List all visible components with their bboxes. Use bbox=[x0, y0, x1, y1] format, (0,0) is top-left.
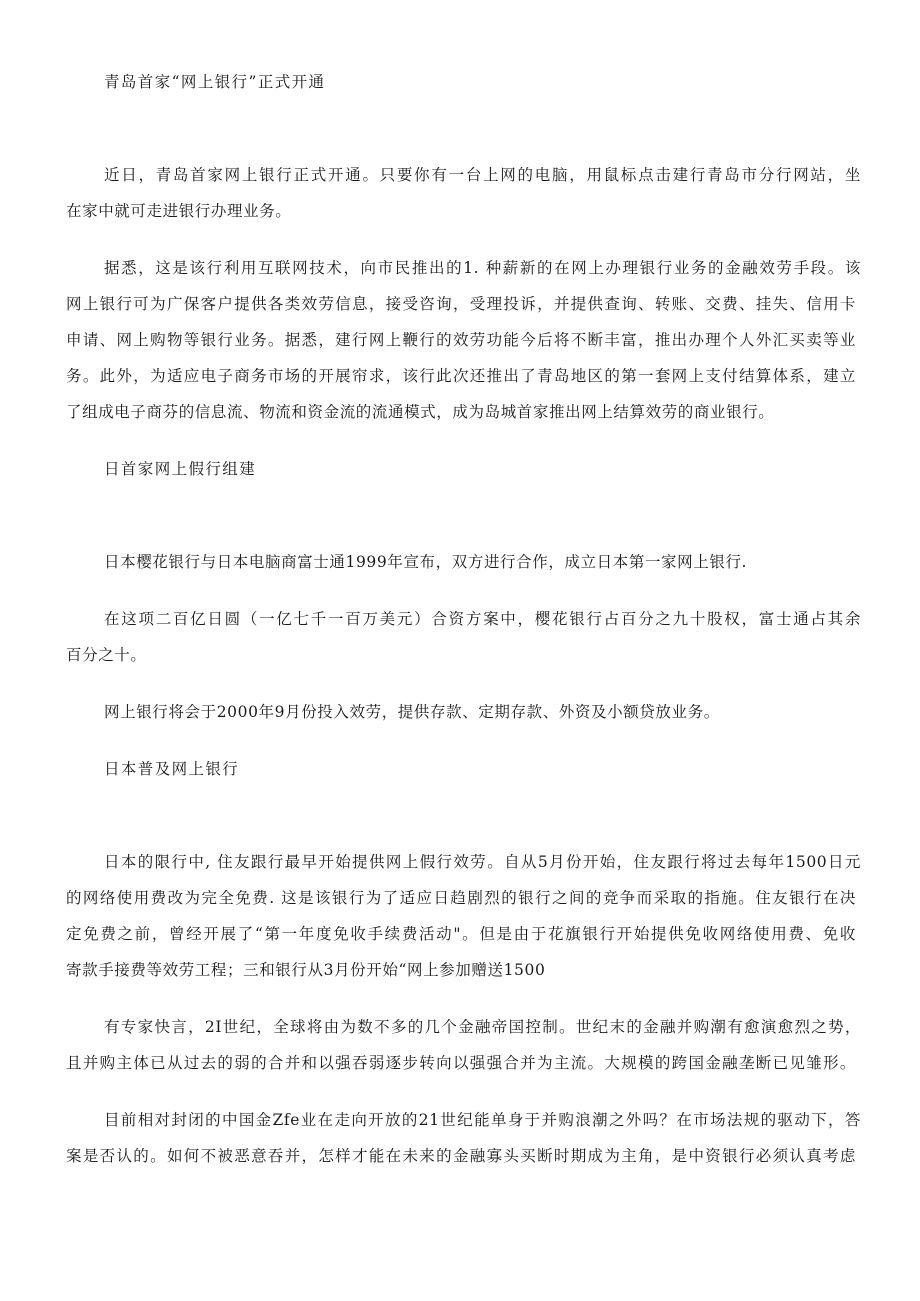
paragraph-7-line-2: 且并购主体已从过去的弱的合并和以强吞弱逐步转向以强强合并为主流。大规模的跨国金融垄断已见雏形。 bbox=[66, 1054, 856, 1072]
paragraph-7-line-1: 有专家快言，2I世纪，全球将由为数不多的几个金融帝国控制。世纪末的金融并购潮有愈演愈烈之势， bbox=[104, 1018, 861, 1036]
paragraph-1-line-1: 近日，青岛首家网上银行正式开通。只要你有一台上网的电脑，用鼠标点击建行青岛市分行网站，坐 bbox=[104, 166, 861, 184]
paragraph-8-line-2: 案是否认的。如何不被恶意吞并，怎样才能在未来的金融寡头买断时期成为主角，是中资银行必须认真考虑 bbox=[66, 1147, 856, 1165]
heading-japan-first-online-bank: 日首家网上假行组建 bbox=[104, 460, 257, 478]
paragraph-6-line-4: 寄款手接费等效劳工程；三和银行从3月份开始“网上参加赠送1500 bbox=[66, 961, 546, 979]
heading-japan-online-banking-spread: 日本普及网上银行 bbox=[104, 760, 240, 778]
paragraph-2-line-5: 了组成电子商芬的信息流、物流和资金流的流通模式，成为岛城首家推出网上结算效劳的商业银行。 bbox=[66, 403, 775, 421]
heading-qingdao-online-bank: 青岛首家“网上银行”正式开通 bbox=[104, 73, 326, 91]
paragraph-8-line-1: 目前相对封闭的中国金Zfe业在走向开放的21世纪能单身于并购浪潮之外吗？在市场法规的驱动下，答 bbox=[104, 1111, 861, 1129]
paragraph-4-line-1: 在这项二百亿日圆（一亿七千一百万美元）合资方案中，樱花银行占百分之九十股权，富士通占其余 bbox=[104, 610, 861, 628]
paragraph-6-line-1: 日本的限行中, 住友跟行最早开始提供网上假行效劳。自从5月份开始，住友跟行将过去每年1500日元 bbox=[104, 853, 861, 871]
paragraph-2-line-2: 网上银行可为广保客户提供各类效劳信息，接受咨询，受理投诉，并提供查询、转账、交费、挂失、信用卡 bbox=[66, 295, 856, 313]
paragraph-3-line-1: 日本樱花银行与日本电脑商富士通1999年宣布，双方进行合作，成立日本第一家网上银行. bbox=[104, 553, 748, 571]
paragraph-1-line-2: 在家中就可走进银行办理业务。 bbox=[66, 202, 292, 220]
paragraph-5-line-1: 网上银行将会于2000年9月份投入效劳，提供存款、定期存款、外资及小额贷放业务。 bbox=[104, 703, 720, 721]
paragraph-2-line-3: 申请、网上购物等银行业务。据悉，建行网上鞭行的效劳功能今后将不断丰富，推出办理个人外汇买卖等业 bbox=[66, 331, 856, 349]
paragraph-2-line-4: 务。此外，为适应电子商务市场的开展帘求，该行此次还推出了青岛地区的第一套网上支付结算体系，建立 bbox=[66, 367, 856, 385]
paragraph-2-line-1: 据悉，这是该行利用互联网技术，向市民推出的1. 种薪新的在网上办理银行业务的金融效劳手段。该 bbox=[104, 259, 861, 277]
paragraph-4-line-2: 百分之十。 bbox=[66, 646, 147, 664]
paragraph-6-line-2: 的网络使用费改为完全免费. 这是该银行为了适应日趋剧烈的银行之间的竞争而采取的指施。住友银行在决 bbox=[66, 889, 856, 907]
paragraph-6-line-3: 定免费之前，曾经开展了“第一年度免收手续费活动"。但是由于花旗银行开始提供免收网络使用费、免收 bbox=[66, 925, 856, 943]
